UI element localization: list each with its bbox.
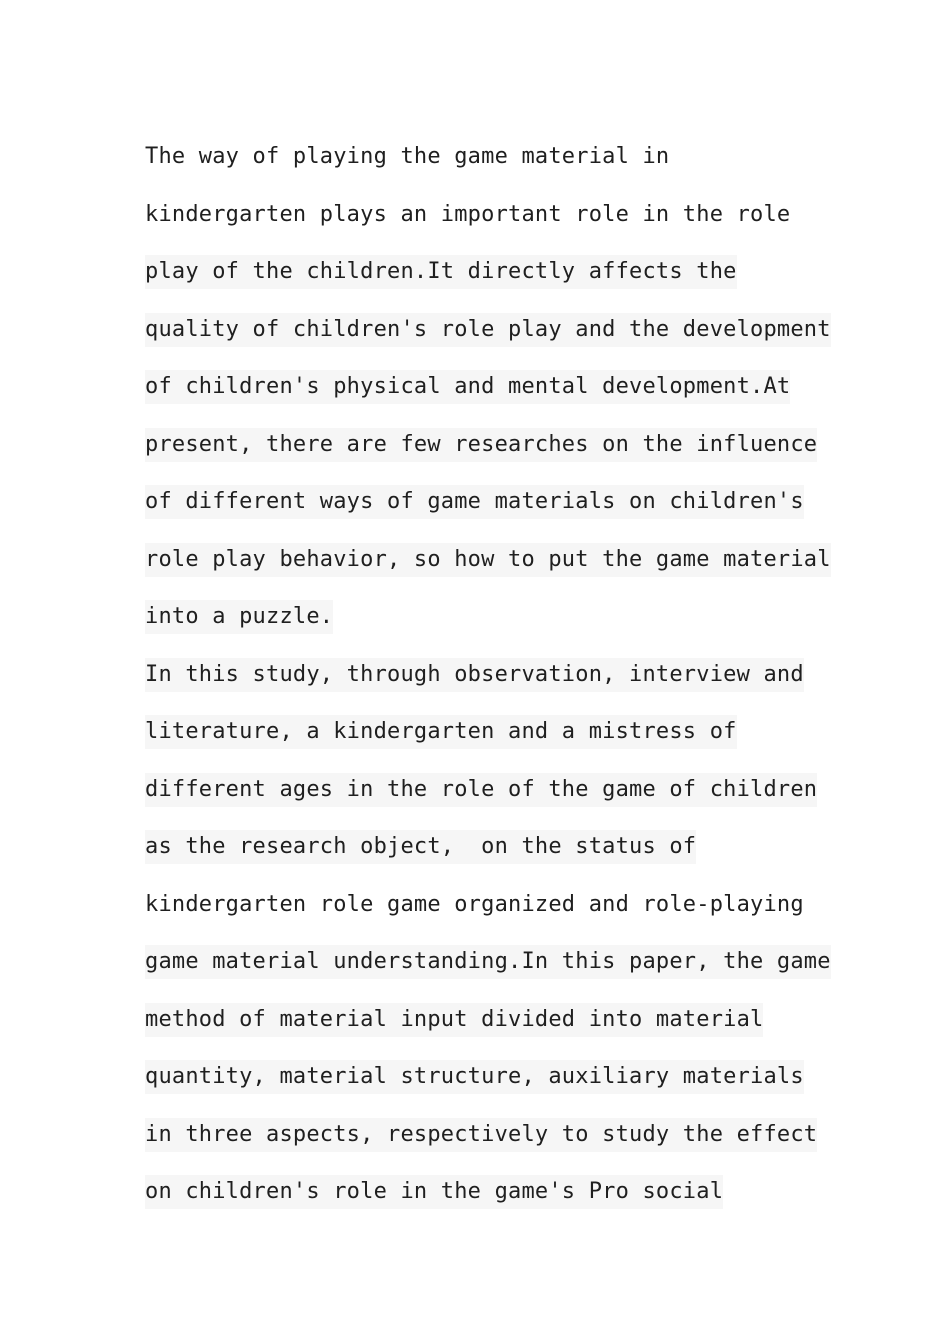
text-line [145,876,825,934]
text-line [145,1163,825,1221]
text-line [145,1048,825,1106]
line-text: play of the children.It directly affects the [145,255,737,289]
line-text: kindergarten role game organized and role-playing [145,891,804,917]
text-line [145,991,825,1049]
text-line [145,243,825,301]
text-line [145,416,825,474]
text-line [145,531,831,589]
line-text: In this study, through observation, interview and [145,658,804,692]
abstract-text [145,128,831,1221]
line-text: quality of children's role play and the development [145,313,831,347]
line-text: into a puzzle. [145,600,333,634]
line-text: method of material input divided into material [145,1003,763,1037]
text-line [145,358,825,416]
line-text: game material understanding.In this paper, the game [145,945,831,979]
line-text: of children's physical and mental development.At [145,370,790,404]
text-line [145,1106,825,1164]
line-text: different ages in the role of the game of children [145,773,817,807]
text-line [145,933,831,991]
line-text: role play behavior, so how to put the game material [145,543,831,577]
text-line [145,818,825,876]
text-line [145,703,825,761]
text-line [145,128,825,186]
line-text: as the research object, on the status of [145,830,696,864]
line-text: quantity, material structure, auxiliary materials [145,1060,804,1094]
line-text: kindergarten plays an important role in the role [145,201,791,227]
line-text: literature, a kindergarten and a mistress of [145,715,737,749]
text-line [145,646,825,704]
text-line [145,186,825,244]
line-text: present, there are few researches on the influence [145,428,817,462]
text-line [145,761,825,819]
line-text: in three aspects, respectively to study the effect [145,1118,817,1152]
text-line [145,473,825,531]
line-text: of different ways of game materials on children's [145,485,804,519]
text-line [145,588,825,646]
text-line [145,301,831,359]
line-text: The way of playing the game material in [145,144,670,169]
line-text: on children's role in the game's Pro social [145,1175,723,1209]
